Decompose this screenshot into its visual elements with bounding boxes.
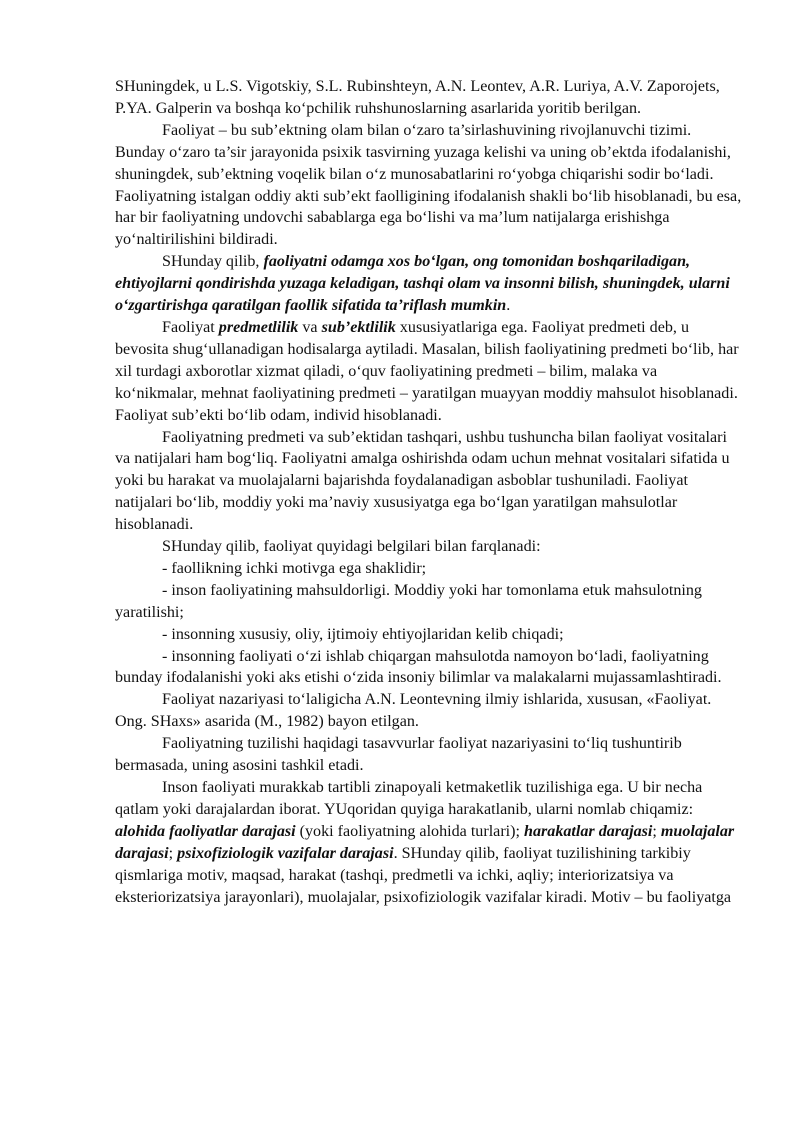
paragraph	[115, 580, 743, 624]
body-text: ;	[652, 822, 661, 840]
paragraph	[115, 120, 743, 251]
body-text: - insonning xususiy, oliy, ijtimoiy ehtiyojlaridan kelib chiqadi;	[162, 625, 564, 643]
emphasis-text: harakatlar darajasi	[524, 822, 653, 840]
emphasis-text: psixofiziologik vazifalar darajasi	[177, 844, 394, 862]
paragraph	[115, 777, 743, 908]
body-text: . SHunday qilib, faoliyat tuzilishining tarkibiy qismlariga motiv, maqsad, harakat (tashqi, predmetli va ichki, aqliy; interiorizatsiya va eksteriorizatsiya jarayonlari), muolajalar, psixofiziologik vazifalar kiradi. Motiv – bu faoliyatga	[115, 844, 732, 906]
body-text: SHunday qilib, faoliyat quyidagi belgilari bilan farqlanadi:	[162, 538, 541, 556]
document-page	[115, 76, 743, 908]
body-text: xususiyatlariga ega. Faoliyat predmeti deb, u bevosita shug‘ullanadigan hodisalarga aytiladi. Masalan, bilish faoliyatining predmeti bo‘lib, har xil turdagi axborotlar xizmat qiladi, o‘quv faoliyatining predmeti – bilim, malaka va ko‘nikmalar, mehnat faoliyatining predmeti – yaratilgan muayyan moddiy mahsulot hisoblanadi. Faoliyat sub’ekti bo‘lib odam, individ hisoblanadi.	[115, 318, 739, 424]
body-text: .	[506, 297, 511, 315]
paragraph	[115, 76, 743, 120]
emphasis-text: predmetlilik	[218, 318, 299, 336]
body-text: - insonning faoliyati o‘zi ishlab chiqargan mahsulotda namoyon bo‘ladi, faoliyatning bunday ifodalanishi yoki aks etishi o‘zida insoniy bilimlar va malakalarni mujassamlashtiradi.	[115, 647, 722, 687]
body-text: SHuningdek, u L.S. Vigotskiy, S.L. Rubinshteyn, A.N. Leontev, A.R. Luriya, A.V. Zaporojets, P.YA. Galperin va boshqa ko‘pchilik ruhshunoslarning asarlarida yoritib berilgan.	[115, 78, 720, 117]
paragraph	[115, 558, 743, 580]
emphasis-text: faoliyatni odamga xos bo‘lgan, ong tomonidan boshqariladigan, ehtiyojlarni qondirishda yuzaga keladigan, tashqi olam va insonni bilish, shuningdek, ularni o‘zgartirishga qaratilgan faollik sifatida ta’riflash mumkin	[115, 253, 730, 315]
body-text: va	[298, 318, 322, 336]
body-text: (yoki faoliyatning alohida turlari);	[295, 822, 525, 840]
emphasis-text: alohida faoliyatlar darajasi	[115, 822, 296, 840]
emphasis-text: sub’ektlilik	[321, 318, 396, 336]
paragraph	[115, 646, 743, 690]
paragraph	[115, 624, 743, 646]
body-text: Faoliyatning predmeti va sub’ektidan tashqari, ushbu tushuncha bilan faoliyat vositalari va natijalari ham bog‘liq. Faoliyatni amalga oshirishda odam uchun mehnat vositalari sifatida u yoki bu harakat va muolajalarni bajarishda foydalanadigan asboblar tushuniladi. Faoliyat natijalari bo‘lib, moddiy yoki ma’naviy xususiyatga ega bo‘lgan yaratilgan mahsulotlar hisoblanadi.	[115, 428, 730, 534]
paragraph	[115, 689, 743, 733]
body-text: Faoliyat – bu sub’ektning olam bilan o‘zaro ta’sirlashuvining rivojlanuvchi tizimi. Bunday o‘zaro ta’sir jarayonida psixik tasvirning yuzaga kelishi va uning ob’ektda ifodalanishi, shuningdek, sub’ektning voqelik bilan o‘z munosabatlarini ro‘yobga chiqarishi sodir bo‘ladi. Faoliyatning istalgan oddiy akti sub’ekt faolligining ifodalanish shakli bo‘lib hisoblanadi, bu esa, har bir faoliyatning undovchi sabablarga ega bo‘lishi va ma’lum natijalarga erishishga yo‘naltirilishini bildiradi.	[115, 121, 742, 249]
paragraph	[115, 317, 743, 427]
body-text: ;	[168, 844, 178, 862]
body-text: SHunday qilib,	[162, 253, 264, 271]
paragraph	[115, 536, 743, 558]
body-text: Faoliyat nazariyasi to‘laligicha A.N. Leontevning ilmiy ishlarida, xususan, «Faoliyat. Ong. SHaxs» asarida (M., 1982) bayon etilgan.	[115, 691, 712, 731]
body-text: Inson faoliyati murakkab tartibli zinapoyali ketmaketlik tuzilishiga ega. U bir necha qatlam yoki darajalardan iborat. YUqoridan quyiga harakatlanib, ularni nomlab chiqamiz:	[115, 779, 703, 818]
body-text: - faollikning ichki motivga ega shaklidir;	[162, 559, 427, 577]
body-text: Faoliyat	[162, 318, 219, 336]
paragraph	[115, 251, 743, 317]
emphasis-text: muolajalar darajasi	[115, 822, 735, 862]
paragraph	[115, 427, 743, 537]
paragraph	[115, 733, 743, 777]
body-text: - inson faoliyatining mahsuldorligi. Moddiy yoki har tomonlama etuk mahsulotning yaratilishi;	[115, 581, 702, 621]
body-text: Faoliyatning tuzilishi haqidagi tasavvurlar faoliyat nazariyasini to‘liq tushuntirib bermasada, uning asosini tashkil etadi.	[115, 735, 682, 775]
